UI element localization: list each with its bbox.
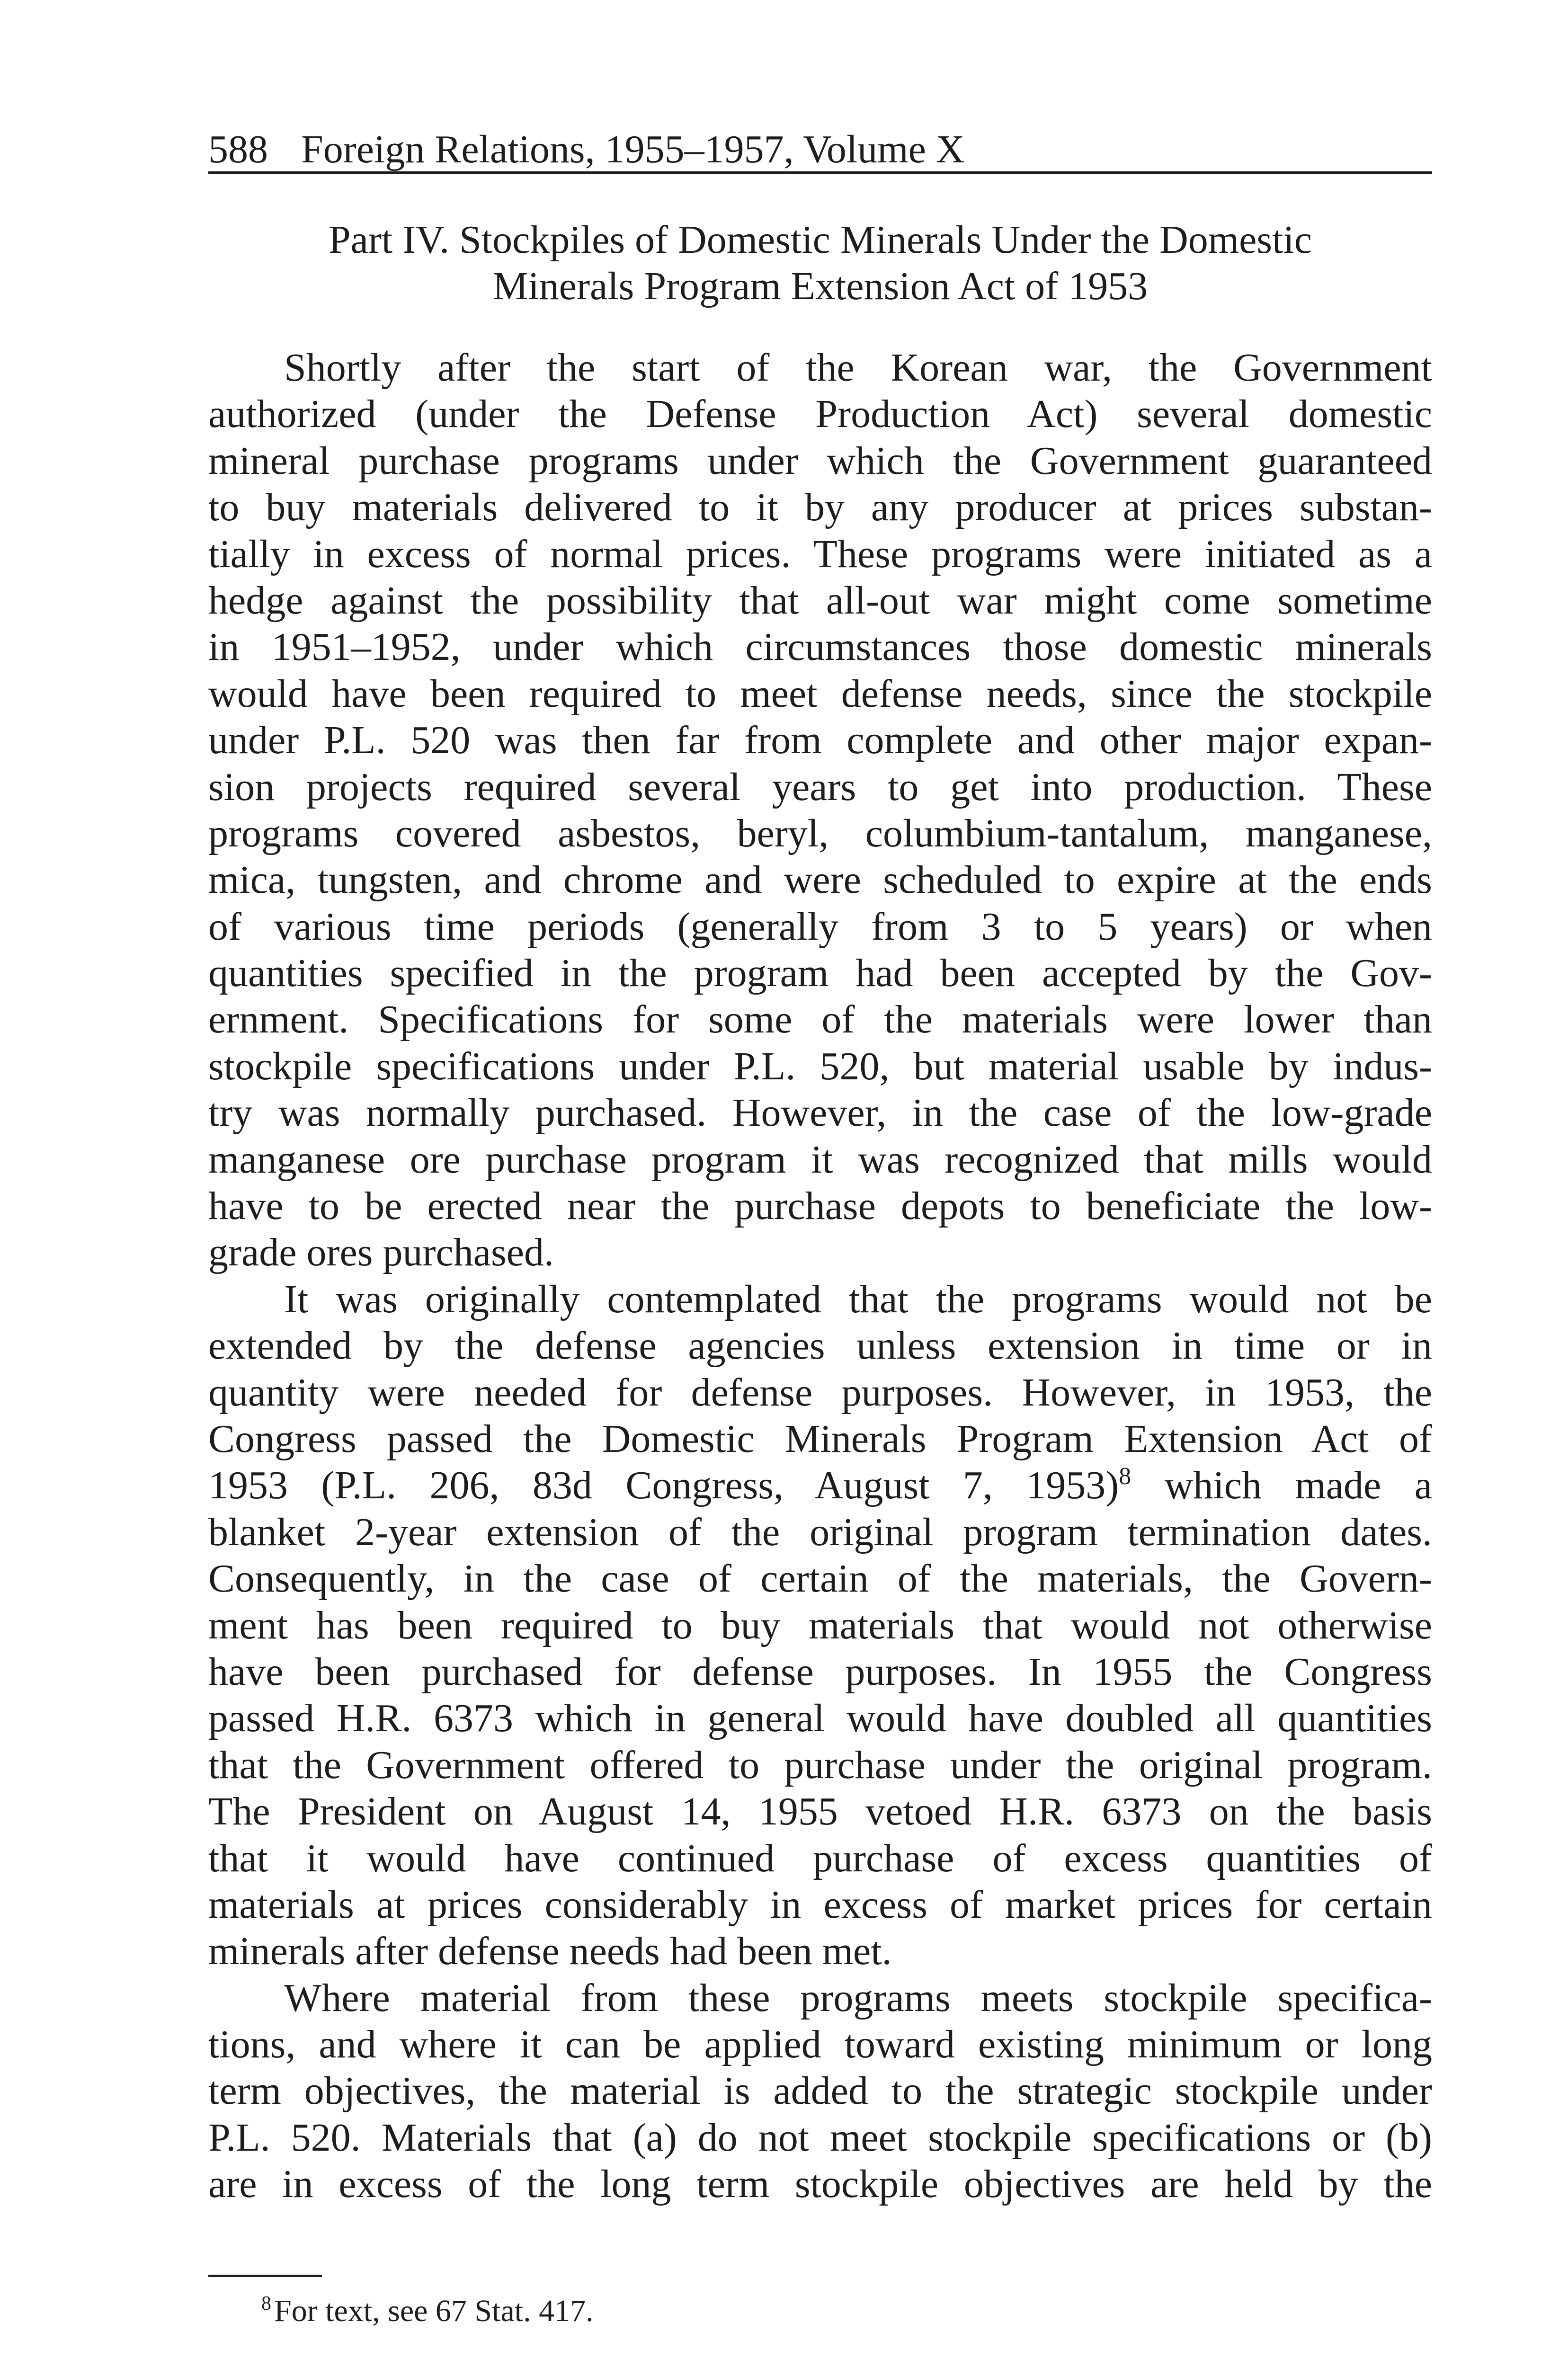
text-line: under P.L. 520 was then far from complete and other major expan-: [208, 718, 1432, 763]
text-line: have been purchased for defense purposes. In 1955 the Congress: [208, 1649, 1432, 1694]
text-line: term objectives, the material is added to the strategic stockpile under: [208, 2069, 1432, 2113]
text-line: manganese ore purchase program it was recognized that mills would: [208, 1137, 1432, 1182]
text-line: that it would have continued purchase of excess quantities of: [208, 1836, 1432, 1880]
footnote-reference[interactable]: 8: [1119, 1463, 1131, 1490]
text-line: minerals after defense needs had been met.: [208, 1929, 892, 1974]
text-line: tions, and where it can be applied toward existing minimum or long: [208, 2022, 1432, 2067]
text-line: materials at prices considerably in excess of market prices for certain: [208, 1882, 1432, 1927]
paragraph-extension-act: [208, 1276, 1432, 1975]
text-line: in 1951–1952, under which circumstances those domestic minerals: [208, 625, 1432, 669]
text-line: that the Government offered to purchase under the original program.: [208, 1743, 1432, 1787]
text-line: ernment. Specifications for some of the materials were lower than: [208, 997, 1432, 1042]
section-title: [208, 217, 1432, 310]
section-title-line: Part IV. Stockpiles of Domestic Minerals Under the Domestic: [328, 218, 1312, 262]
text-line: have to be erected near the purchase depots to beneficiate the low-: [208, 1184, 1432, 1228]
text-line: to buy materials delivered to it by any producer at prices substan-: [208, 485, 1432, 530]
text-line: passed H.R. 6373 which in general would have doubled all quantities: [208, 1696, 1432, 1741]
text-line: of various time periods (generally from 3 to 5 years) or when: [208, 904, 1432, 949]
text-segment: 1953 (P.L. 206, 83d Congress, August 7, 1953): [208, 1463, 1119, 1508]
text-line-with-footnote-ref: [208, 1462, 1432, 1509]
text-line: It was originally contemplated that the programs would not be: [284, 1277, 1432, 1321]
text-line: blanket 2-year extension of the original program termination dates.: [208, 1510, 1432, 1554]
text-line: stockpile specifications under P.L. 520, but material usable by indus-: [208, 1044, 1432, 1088]
footnote: [261, 2292, 594, 2330]
text-line: quantity were needed for defense purposes. However, in 1953, the: [208, 1370, 1432, 1415]
body-text: [208, 345, 1432, 2208]
text-line: extended by the defense agencies unless extension in time or in: [208, 1324, 1432, 1368]
text-line: authorized (under the Defense Production Act) several domestic: [208, 392, 1432, 436]
text-line: Shortly after the start of the Korean war, the Government: [284, 346, 1432, 390]
paragraph-korean-war-programs: [208, 345, 1432, 1276]
text-line: sion projects required several years to get into production. These: [208, 765, 1432, 809]
paragraph-stockpile-material: [208, 1975, 1432, 2208]
text-line: The President on August 14, 1955 vetoed H.R. 6373 on the basis: [208, 1789, 1432, 1834]
text-line: Where material from these programs meets stockpile specifica-: [284, 1975, 1432, 2020]
footnote-number: 8: [261, 2293, 271, 2314]
running-head: [208, 128, 1432, 174]
page-number: 588: [208, 127, 268, 171]
footnote-divider: [208, 2275, 322, 2277]
text-line: mica, tungsten, and chrome and were scheduled to expire at the ends: [208, 858, 1432, 902]
section-title-line: Minerals Program Extension Act of 1953: [492, 264, 1148, 308]
text-line: ment has been required to buy materials that would not otherwise: [208, 1603, 1432, 1647]
text-line: mineral purchase programs under which the Government guaranteed: [208, 438, 1432, 483]
text-line: tially in excess of normal prices. These programs were initiated as a: [208, 532, 1432, 576]
text-line: P.L. 520. Materials that (a) do not meet stockpile specifications or (b): [208, 2115, 1432, 2160]
text-line: are in excess of the long term stockpile objectives are held by the: [208, 2162, 1432, 2207]
text-line: programs covered asbestos, beryl, columbium-tantalum, manganese,: [208, 811, 1432, 855]
text-line: quantities specified in the program had been accepted by the Gov-: [208, 951, 1432, 996]
text-line: try was normally purchased. However, in the case of the low-grade: [208, 1091, 1432, 1135]
running-title: Foreign Relations, 1955–1957, Volume X: [301, 127, 965, 171]
text-line: Consequently, in the case of certain of the materials, the Govern-: [208, 1557, 1432, 1601]
text-segment: which made a: [1131, 1463, 1432, 1508]
text-line: Congress passed the Domestic Minerals Program Extension Act of: [208, 1416, 1432, 1461]
text-line: would have been required to meet defense needs, since the stockpile: [208, 671, 1432, 716]
text-line: hedge against the possibility that all-out war might come sometime: [208, 578, 1432, 623]
text-line: grade ores purchased.: [208, 1230, 554, 1275]
footnote-text: For text, see 67 Stat. 417.: [274, 2294, 594, 2328]
